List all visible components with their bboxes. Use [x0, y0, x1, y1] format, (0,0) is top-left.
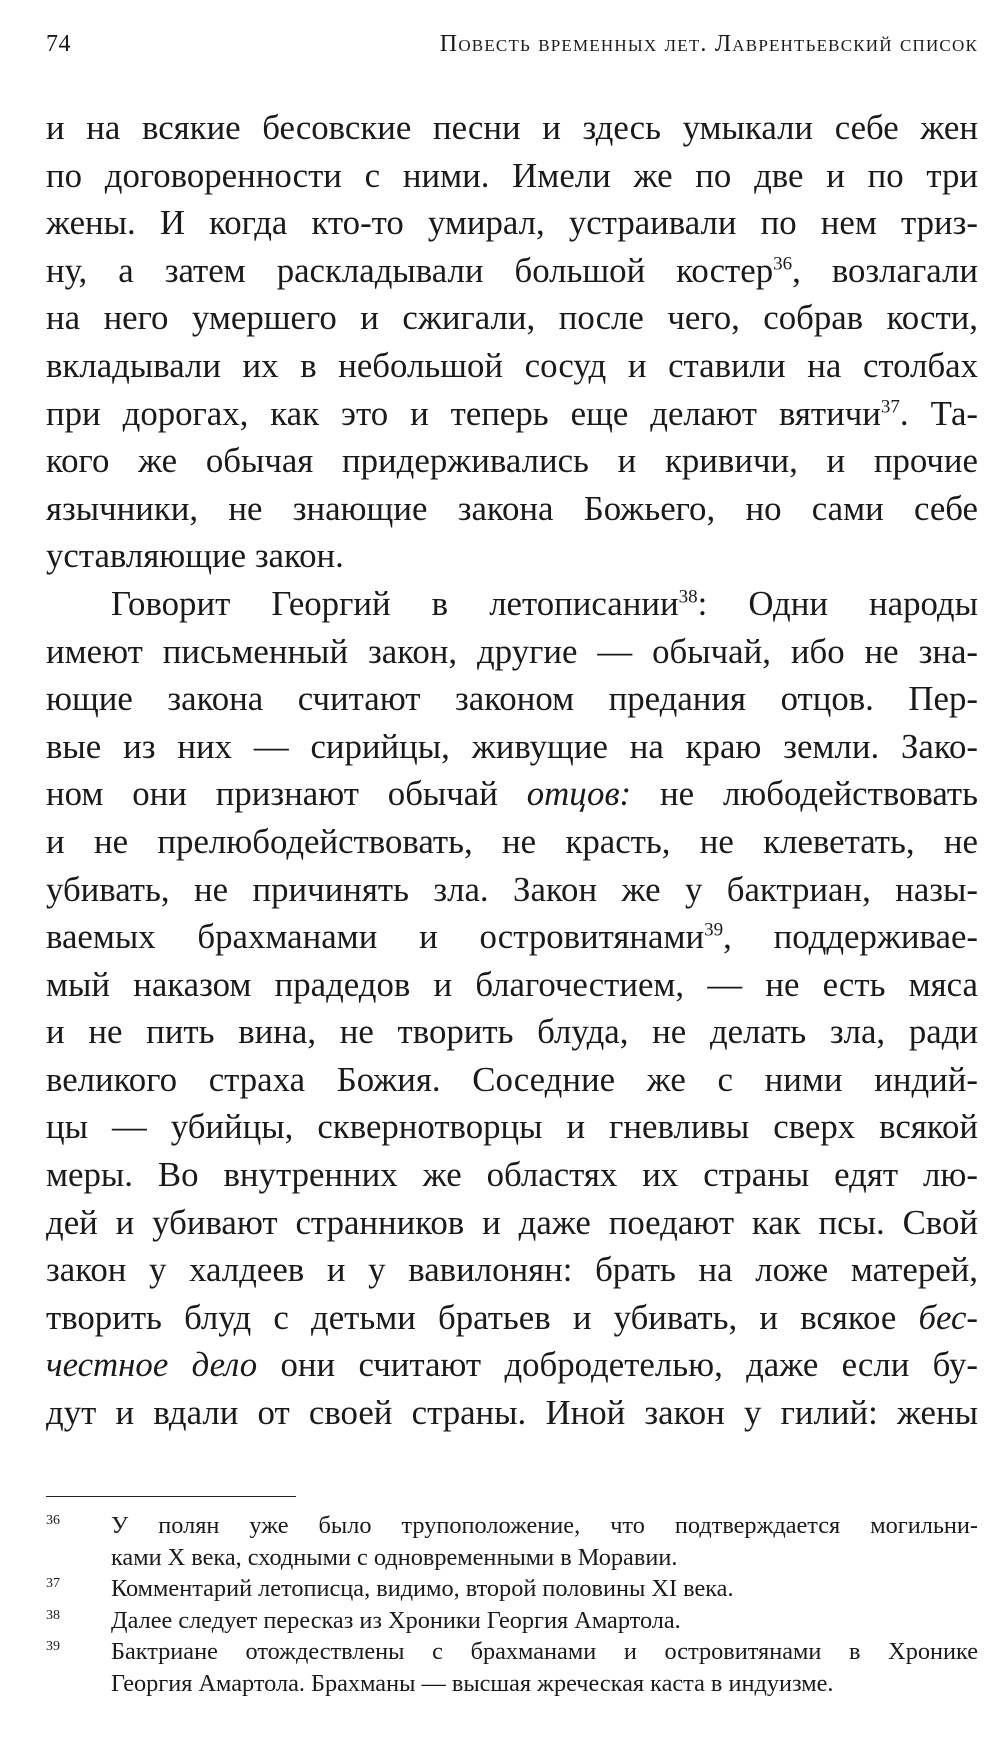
footnote-line: У полян уже было трупоположение, что подтверждается могильни-	[111, 1512, 978, 1539]
footnote-ref-37[interactable]: 37	[880, 395, 900, 417]
text-line: закон у халдеев и у вавилонян: брать на ложе матерей,	[46, 1250, 978, 1290]
text-line: вкладывали их в небольшой сосуд и ставили на столбах	[46, 345, 978, 385]
footnote-36	[46, 1510, 978, 1573]
text-line: ваемых брахманами и островитянами$^{39}$, поддерживае-	[46, 917, 978, 957]
text-line: дей и убивают странников и даже поедают как псы. Свой	[46, 1202, 978, 1242]
footnotes	[46, 1510, 978, 1699]
text-line: мый наказом прадедов и благочестием, — не есть мяса	[46, 964, 978, 1004]
text-line: ну, а затем раскладывали большой костер$^{36}$, возлагали	[46, 250, 978, 290]
page-header	[46, 25, 978, 69]
text-line: и не пить вина, не творить блуда, не делать зла, ради	[46, 1012, 978, 1052]
text-line: меры. Во внутренних же областях их страны едят лю-	[46, 1155, 978, 1195]
footnote-number: 39	[46, 1639, 60, 1654]
text-line: и на всякие бесовские песни и здесь умыкали себе жен	[46, 108, 978, 147]
footnote-line: Комментарий летописца, видимо, второй половины XI века.	[111, 1575, 734, 1602]
text-line: на него умершего и сжигали, после чего, собрав кости,	[46, 298, 978, 338]
text-line: кого же обычая придерживались и кривичи, и прочие	[46, 441, 978, 481]
footnote-divider	[46, 1496, 296, 1497]
text-line: и не прелюбодействовать, не красть, не клеветать, не	[46, 821, 978, 861]
footnote-ref-39[interactable]: 39	[704, 919, 724, 941]
text-line: великого страха Божия. Соседние же с ними индий-	[46, 1059, 978, 1099]
text-line: цы — убийцы, сквернотворцы и гневливы сверх всякой	[46, 1107, 978, 1147]
text-line: имеют письменный закон, другие — обычай, ибо не зна-	[46, 631, 978, 671]
text-line: творить блуд с детьми братьев и убивать, и всякое бес-	[46, 1297, 978, 1337]
footnote-line: Георгия Амартола. Брахманы — высшая жреческая каста в индуизме.	[111, 1669, 834, 1697]
footnote-line: ками X века, сходными с одновременными в Моравии.	[111, 1543, 678, 1571]
text-line: по договоренности с ними. Имели же по две и по три	[46, 155, 978, 195]
footnote-line: Бактриане отождествлены с брахманами и островитянами в Хронике	[111, 1638, 978, 1665]
text-line: ном они признают обычай отцов: не любодействовать	[46, 774, 979, 814]
footnote-line: Далее следует пересказ из Хроники Георгия Амартола.	[111, 1606, 681, 1634]
text-line: жены. И когда кто-то умирал, устраивали по нем триз-	[46, 203, 978, 243]
main-text	[46, 104, 978, 1437]
footnote-39	[46, 1636, 978, 1699]
footnote-ref-36[interactable]: 36	[773, 253, 793, 275]
text-line: Говорит Георгий в летописании$^{38}$: Одни народы	[111, 583, 978, 623]
page-number: 74	[46, 31, 71, 57]
text-line: уставляющие закон.	[46, 536, 344, 576]
text-line: язычники, не знающие закона Божьего, но сами себе	[46, 488, 978, 528]
text-line: вые из них — сирийцы, живущие на краю земли. Зако-	[46, 726, 978, 766]
text-line: при дорогах, как это и теперь еще делают вятичи$^{37}$. Та-	[46, 393, 978, 433]
footnote-37	[46, 1573, 978, 1605]
text-line: дут и вдали от своей страны. Иной закон у гилий: жены	[46, 1393, 978, 1433]
footnote-ref-38[interactable]: 38	[678, 586, 698, 608]
footnote-38	[46, 1605, 978, 1637]
text-line: ющие закона считают законом предания отцов. Пер-	[46, 679, 978, 719]
text-line: убивать, не причинять зла. Закон же у бактриан, назы-	[46, 869, 978, 909]
footnote-number: 36	[46, 1513, 60, 1528]
running-title: Повесть временных лет. Лаврентьевский список	[439, 31, 978, 57]
footnote-number: 37	[46, 1576, 60, 1591]
footnote-number: 38	[46, 1607, 60, 1623]
text-line: честное дело они считают добродетелью, даже если бу-	[46, 1345, 978, 1385]
